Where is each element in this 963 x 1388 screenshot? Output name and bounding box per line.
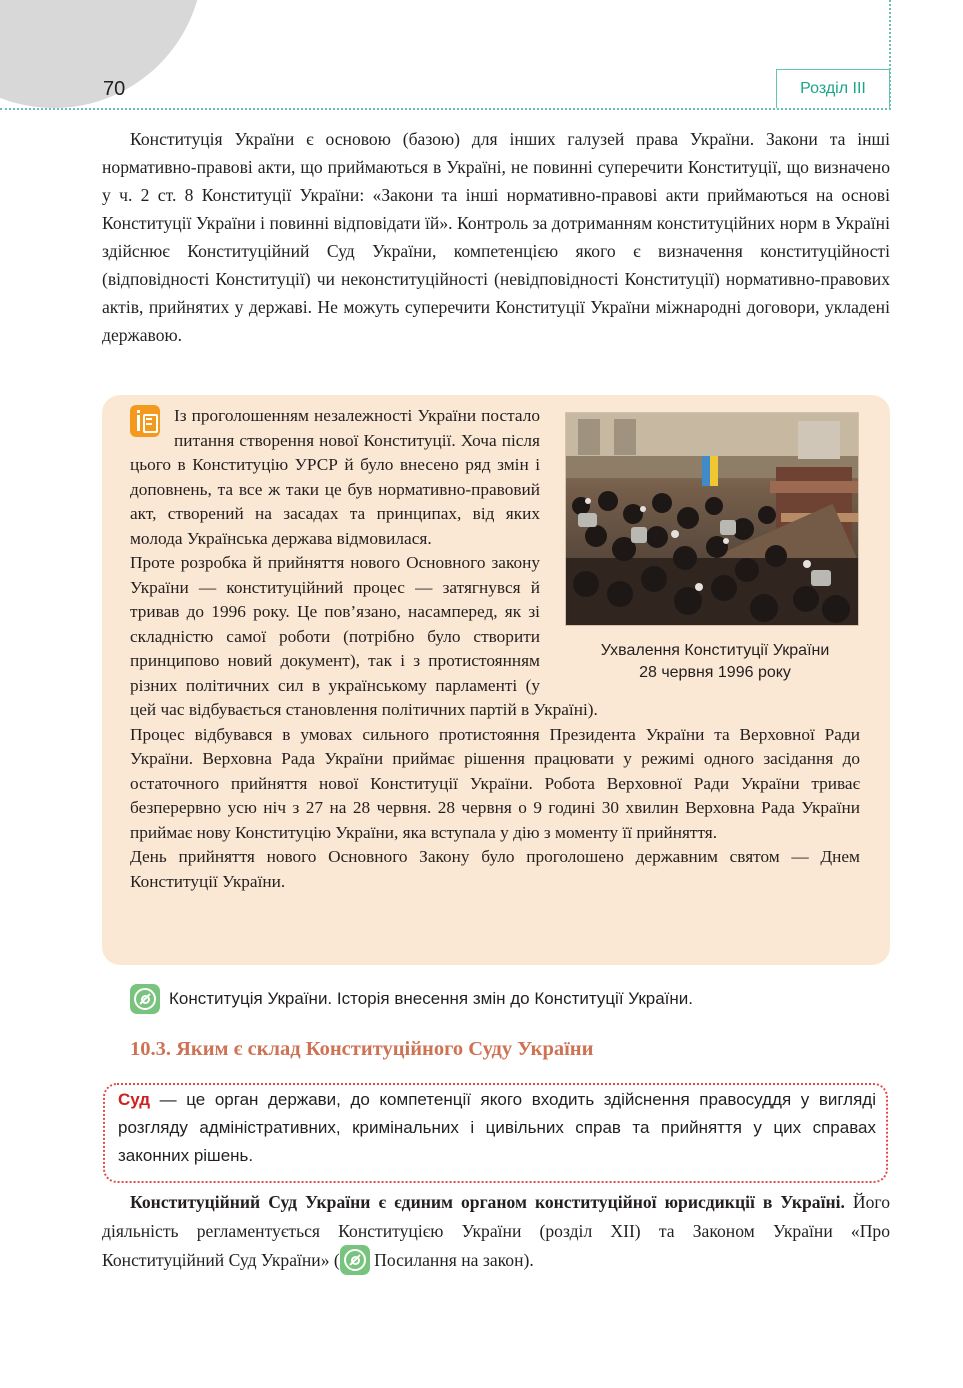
photo-caption-line-2: 28 червня 1996 року: [639, 664, 791, 681]
definition-term: Суд: [118, 1090, 151, 1109]
closing-text-part-2: Посилання на закон).: [369, 1250, 534, 1270]
historical-info-text: [130, 404, 860, 894]
header-divider: [0, 108, 891, 110]
section-heading: 10.3. Яким є склад Конституційного Суду України: [130, 1038, 594, 1060]
definition-description: — це орган держави, до компетенції якого входить здійснення правосуддя у вигляді розгляду адміністративних, кримінальних і цивільних справ та прийняття у цих справах законних рішень.: [118, 1090, 876, 1165]
photo-caption: [570, 640, 860, 684]
photo-caption-line-1: Ухвалення Конституції України: [600, 642, 830, 659]
resource-text: Конституція України. Історія внесення змін до Конституції України.: [169, 989, 693, 1008]
closing-bold-statement: Конституційний Суд України є єдиним органом конституційної юрисдикції в Україні.: [130, 1192, 845, 1212]
parliament-photo: [565, 412, 859, 626]
info-paragraph-1: Із проголошенням незалежності України постало питання створення нової Конституції. Хоча після цього в Конституцію УРСР й було внесено ряд змін і доповнень, та все ж таки це був нормативно-правовий акт, створений на засадах та принципах, від яких молода Українська держава відмовилася.: [130, 406, 540, 548]
intro-paragraph: Конституція України є основою (базою) для інших галузей права України. Закони та інші нормативно-правові акти, що приймаються в Україні, не повинні суперечити Конституції, що визначено у ч. 2 ст. 8 Конституції України: «Закони та інші нормативно-правові акти приймаються на основі Конституції України і повинні відповідати їй». Контроль за дотриманням конституційних норм в Україні здійснює Конституційний Суд України, компетенцією якого є визначення конституційності (відповідності Конституції) чи неконституційності (невідповідності Конституції) нормативно-правових актів, прийнятих у державі. Не можуть суперечити Конституції України міжнародні договори, укладені державою.: [102, 129, 890, 345]
corner-decoration: [0, 0, 203, 108]
closing-text-part-1: Його діяльність регламентується Конституцією України (розділ XII) та Законом України «Про Конституційний Суд України» (: [102, 1192, 890, 1270]
definition-text: [118, 1086, 876, 1170]
parliament-photo-figure: [560, 404, 860, 681]
info-paragraph-4: День прийняття нового Основного Закону було проголошено державним святом — Днем Конституції України.: [130, 847, 860, 891]
info-icon-spacer: [130, 404, 174, 452]
info-paragraph-2: Проте розробка й прийняття нового Основного закону України — конституційний процес — затягнувся й тривав до 1996 року. Це пов’язано, насамперед, як зі складністю самої роботи (потрібно було створити принципово новий документ), так і з протистоянням різних політичних сил в українському парламенті (у цей час відбувається становлення політичних партій в Україні).: [130, 553, 598, 719]
section-label: Розділ ІІІ: [776, 69, 890, 108]
closing-paragraph: [102, 1188, 890, 1275]
page-number: 70: [103, 78, 126, 100]
cd-disc-icon: [130, 984, 160, 1014]
resource-link[interactable]: [130, 983, 693, 1015]
info-paragraph-3: Процес відбувався в умовах сильного протистояння Президента України та Верховної Ради України. Верховна Рада України приймає рішення працювати у режимі одного засідання до остаточного прийняття нової Конституції України. Робота Верховної Ради України триває безперервно усю ніч з 27 на 28 червня. 28 червня о 9 годині 30 хвилин Верховна Рада України приймає нову Конституцію України, яка вступала у дію з моменту її прийняття.: [130, 724, 860, 842]
cd-disc-icon[interactable]: [340, 1245, 370, 1275]
